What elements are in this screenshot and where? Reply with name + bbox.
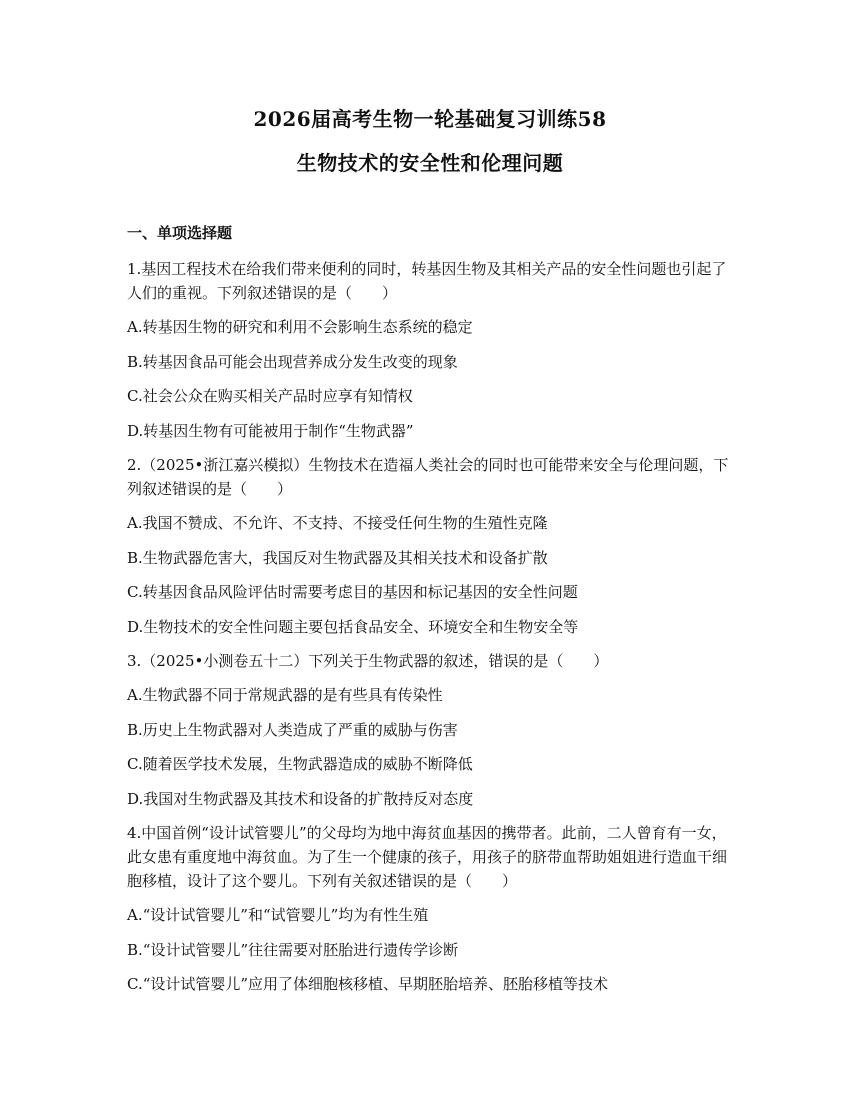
option-c: C.转基因食品风险评估时需要考虑目的基因和标记基因的安全性问题 xyxy=(127,583,578,601)
question-stem: 4.中国首例“设计试管婴儿”的父母均为地中海贫血基因的携带者。此前，二人曾育有一女，此女患有重度地中海贫血。为了生一个健康的孩子，用孩子的脐带血帮助姐姐进行造血干细胞移植，设计了这个婴儿。下列有关叙述错误的是（ ） xyxy=(127,824,728,890)
question-2 xyxy=(127,453,737,639)
option-d: D.我国对生物武器及其技术和设备的扩散持反对态度 xyxy=(127,789,474,808)
option-c: C.随着医学技术发展，生物武器造成的威胁不断降低 xyxy=(127,755,473,773)
option-b: B.转基因食品可能会出现营养成分发生改变的现象 xyxy=(127,352,458,371)
question-stem: 2.（2025•浙江嘉兴模拟）生物技术在造福人类社会的同时也可能带来安全与伦理问题，下列叙述错误的是（ ） xyxy=(127,456,729,498)
option-a: A.转基因生物的研究和利用不会影响生态系统的稳定 xyxy=(127,318,473,336)
section-heading: 一、单项选择题 xyxy=(127,224,233,242)
question-3 xyxy=(127,649,737,811)
document-subtitle: 生物技术的安全性和伦理问题 xyxy=(296,151,564,175)
question-stem: 3.（2025•小测卷五十二）下列关于生物武器的叙述，错误的是（ ） xyxy=(127,652,609,670)
option-b: B.“设计试管婴儿”往往需要对胚胎进行遗传学诊断 xyxy=(127,940,459,959)
question-stem: 1.基因工程技术在给我们带来便利的同时，转基因生物及其相关产品的安全性问题也引起了人们的重视。下列叙述错误的是（ ） xyxy=(127,260,727,302)
option-c: C.“设计试管婴儿”应用了体细胞核移植、早期胚胎培养、胚胎移植等技术 xyxy=(127,975,609,993)
question-list xyxy=(127,257,737,1007)
option-b: B.生物武器危害大，我国反对生物武器及其相关技术和设备扩散 xyxy=(127,548,548,567)
option-b: B.历史上生物武器对人类造成了严重的威胁与伤害 xyxy=(127,720,458,739)
option-a: A.我国不赞成、不允许、不支持、不接受任何生物的生殖性克隆 xyxy=(127,514,548,532)
option-d: D.转基因生物有可能被用于制作“生物武器” xyxy=(127,421,414,440)
option-d: D.生物技术的安全性问题主要包括食品安全、环境安全和生物安全等 xyxy=(127,617,579,636)
option-a: A.生物武器不同于常规武器的是有些具有传染性 xyxy=(127,686,443,704)
option-a: A.“设计试管婴儿”和“试管婴儿”均为有性生殖 xyxy=(127,906,429,924)
option-c: C.社会公众在购买相关产品时应享有知情权 xyxy=(127,387,413,405)
document-title: 2026届高考生物一轮基础复习训练58 xyxy=(253,107,607,131)
question-4 xyxy=(127,821,737,996)
question-1 xyxy=(127,257,737,443)
